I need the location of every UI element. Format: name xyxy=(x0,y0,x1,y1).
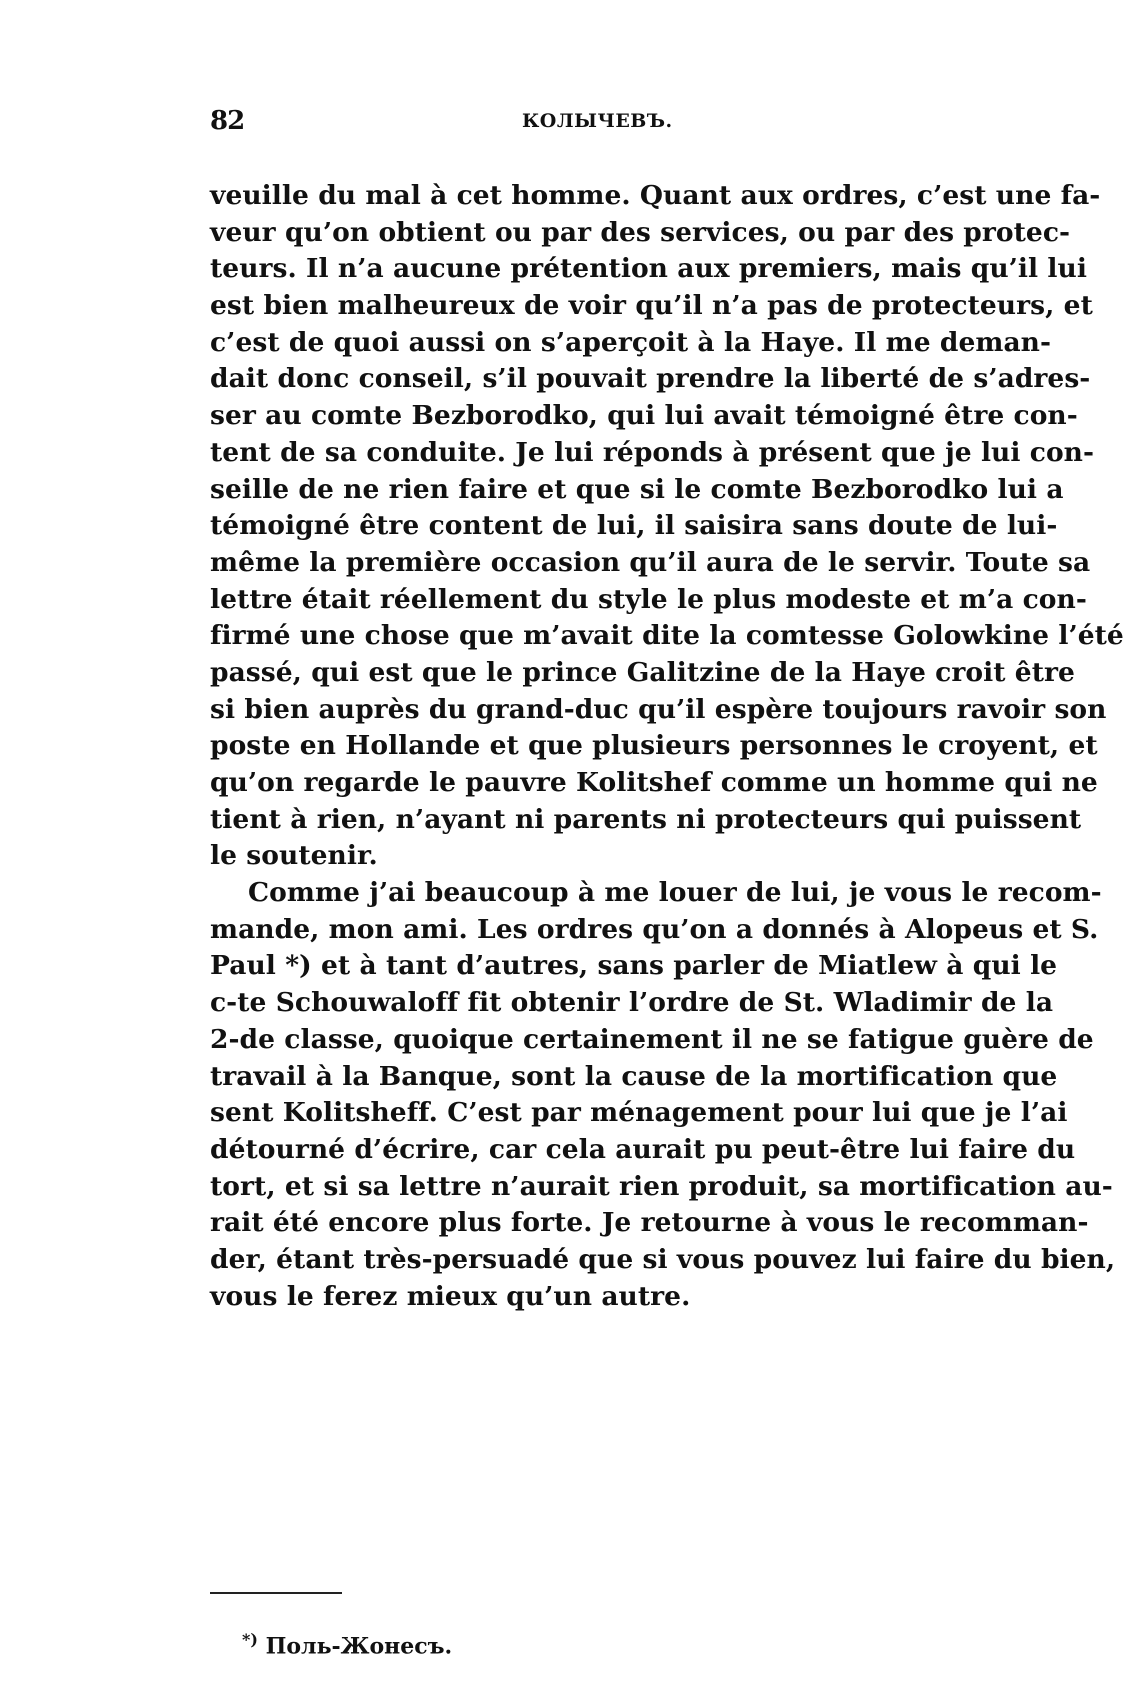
text-line: passé, qui est que le prince Galitzine de la Haye croit être xyxy=(210,656,1075,688)
text-line: c-te Schouwaloff fit obtenir l’ordre de St. Wladimir de la xyxy=(210,987,1054,1019)
text-line: même la première occasion qu’il aura de le servir. Toute sa xyxy=(210,546,1091,578)
text-line: firmé une chose que m’avait dite la comtesse Golowkine l’été xyxy=(210,620,1124,652)
text-line: vous le ferez mieux qu’un autre. xyxy=(210,1280,691,1312)
footnote-text: Поль-Жонесъ. xyxy=(265,1633,453,1660)
page-number: 82 xyxy=(210,106,245,136)
text-line: Paul *) et à tant d’autres, sans parler de Miatlew à qui le xyxy=(210,950,1058,982)
paragraph xyxy=(210,875,1116,1315)
text-line: tort, et si sa lettre n’aurait rien produit, sa mortification au- xyxy=(210,1170,1113,1202)
text-line: lettre était réellement du style le plus modeste et m’a con- xyxy=(210,583,1087,615)
text-line: tient à rien, n’ayant ni parents ni protecteurs qui puissent xyxy=(210,803,1082,835)
text-line: poste en Hollande et que plusieurs personnes le croyent, et xyxy=(210,730,1098,762)
footnote-marker: *) xyxy=(242,1630,258,1649)
text-line: 2-de classe, quoique certainement il ne se fatigue guère de xyxy=(210,1023,1094,1055)
paragraph xyxy=(210,178,1124,875)
text-line: der, étant très-persuadé que si vous pouvez lui faire du bien, xyxy=(210,1243,1116,1275)
text-line: détourné d’écrire, car cela aurait pu peut-être lui faire du xyxy=(210,1133,1076,1165)
text-line: le soutenir. xyxy=(210,840,378,872)
text-line: tent de sa conduite. Je lui réponds à présent que je lui con- xyxy=(210,436,1095,468)
text-line: qu’on regarde le pauvre Kolitshef comme un homme qui ne xyxy=(210,767,1098,798)
footnote xyxy=(242,1630,452,1659)
body-text xyxy=(210,178,1124,1315)
text-line: Comme j’ai beaucoup à me louer de lui, je vous le recom- xyxy=(248,877,1102,909)
running-head: КОЛЫЧЕВЪ. xyxy=(522,110,673,132)
text-line: témoigné être content de lui, il saisira sans doute de lui- xyxy=(210,510,1058,542)
text-line: mande, mon ami. Les ordres qu’on a donnés à Alopeus et S. xyxy=(210,913,1099,945)
text-line: teurs. Il n’a aucune prétention aux premiers, mais qu’il lui xyxy=(210,253,1087,285)
footnote-divider xyxy=(210,1592,342,1594)
text-line: si bien auprès du grand-duc qu’il espère toujours ravoir son xyxy=(210,693,1107,725)
page-header xyxy=(210,106,1020,146)
text-line: seille de ne rien faire et que si le comte Bezborodko lui a xyxy=(210,473,1064,505)
text-line: travail à la Banque, sont la cause de la mortification que xyxy=(210,1060,1058,1092)
text-line: c’est de quoi aussi on s’aperçoit à la Haye. Il me deman- xyxy=(210,326,1052,358)
text-line: ser au comte Bezborodko, qui lui avait témoigné être con- xyxy=(210,400,1078,432)
text-line: veuille du mal à cet homme. Quant aux ordres, c’est une fa- xyxy=(210,180,1101,211)
text-line: dait donc conseil, s’il pouvait prendre la liberté de s’adres- xyxy=(210,363,1091,395)
text-line: sent Kolitsheff. C’est par ménagement pour lui que je l’ai xyxy=(210,1097,1068,1129)
text-line: est bien malheureux de voir qu’il n’a pas de protecteurs, et xyxy=(210,290,1093,322)
text-line: veur qu’on obtient ou par des services, ou par des protec- xyxy=(210,216,1071,248)
text-line: rait été encore plus forte. Je retourne à vous le recomman- xyxy=(210,1207,1089,1239)
